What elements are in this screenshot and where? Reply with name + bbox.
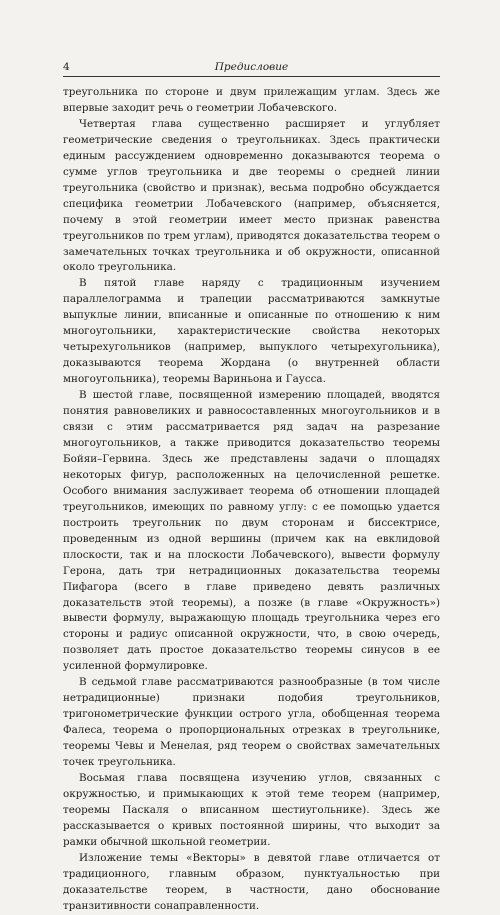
paragraph-chapter-6: В шестой главе, посвященной измерению площадей, вводятся понятия равновеликих и равносоставленных многоугольников и в связи с этим рассматривается ряд задач на разрезание многоугольников, а также приводится доказательство теоремы Бойяи–Гервина. Здесь же представлены задачи о площадях некоторых фигур, расположенных на целочисленной решетке. Особого внимания заслуживает теорема об отношении площадей треугольников, имеющих по равному углу: с ее помощью удается построить треугольник по двум сторонам и биссектрисе, проведенным из одной вершины (причем как на евклидовой плоскости, так и на плоскости Лобачевского), вывести формулу Герона, дать три нетрадиционных доказательства теоремы Пифагора (всего в главе приведено девять различных доказательств этой теоремы), а позже (в главе «Окружность») вывести формулу, выражающую площадь треугольника через его стороны и радиус описанной окружности, что, в свою очередь, позволяет дать простое доказательство теоремы синусов в ее усиленной формулировке. [63,389,440,673]
page-body [63,85,440,915]
header-rule [63,76,440,77]
page-header [63,60,440,80]
paragraph-chapter-7: В седьмой главе рассматриваются разнообразные (в том числе нетрадиционные) признаки подобия треугольников, тригонометрические функции острого угла, обобщенная теорема Фалеса, теорема о пропорциональных отрезках в треугольнике, теоремы Чевы и Менелая, ряд теорем о свойствах замечательных точек треугольника. [63,676,440,769]
paragraph-chapter-9: Изложение темы «Векторы» в девятой главе отличается от традиционного, главным образом, пунктуальностью при доказательстве теорем, в частности, дано обоснование транзитивности сонаправленности. [63,851,440,912]
page-number: 4 [63,61,70,73]
paragraph-chapter-8: Восьмая глава посвящена изучению углов, связанных с окружностью, и примыкающих к этой теме теорем (например, теоремы Паскаля о вписанном шестиугольнике). Здесь же рассказывается о кривых постоянной ширины, что выходит за рамки обычной школьной геометрии. [63,771,440,848]
running-title: Предисловие [214,61,289,73]
paragraph-continued: треугольника по стороне и двум прилежащим углам. Здесь же впервые заходит речь о геометрии Лобачевского. [63,86,440,114]
paragraph-chapter-4: Четвертая глава существенно расширяет и углубляет геометрические сведения о треугольниках. Здесь практически единым рассуждением одновременно доказываются теорема о сумме углов треугольника и две теоремы о средней линии треугольника (свойство и признак), весьма подробно обсуждается специфика геометрии Лобачевского (например, объясняется, почему в этой геометрии имеет место признак равенства треугольников по трем углам), приводятся доказательства теорем о замечательных точках треугольника и об окружности, описанной около треугольника. [63,117,440,274]
paragraph-chapter-5: В пятой главе наряду с традиционным изучением параллелограмма и трапеции рассматриваются замкнутые выпуклые линии, вписанные и описанные по отношению к ним многоугольники, характеристические свойства некоторых четырехугольников (например, выпуклого четырехугольника), доказываются теорема Жордана (о внутренней области многоугольника), теоремы Вариньона и Гаусса. [63,277,440,386]
